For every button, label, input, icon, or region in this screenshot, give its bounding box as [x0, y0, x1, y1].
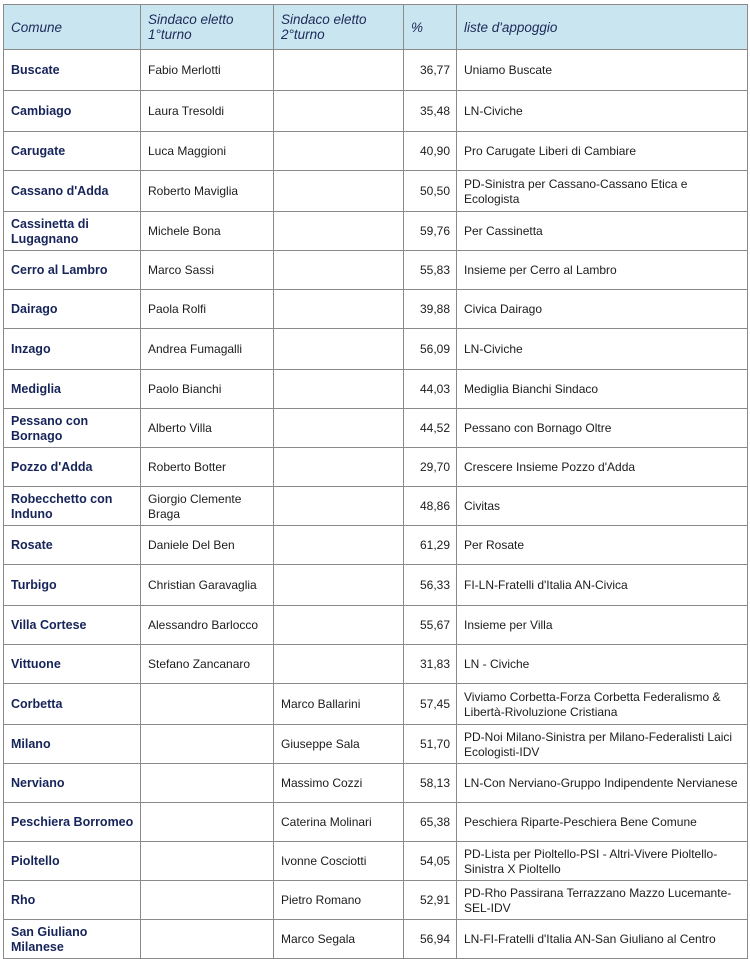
cell-liste-appoggio: Peschiera Riparte-Peschiera Bene Comune — [457, 803, 748, 842]
cell-sindaco-secondo-turno — [274, 212, 404, 251]
cell-percentuale: 52,91 — [404, 881, 457, 920]
cell-liste-appoggio: Per Cassinetta — [457, 212, 748, 251]
table-row — [4, 91, 748, 132]
table-body — [4, 50, 748, 959]
cell-comune: Carugate — [4, 132, 141, 171]
cell-sindaco-secondo-turno — [274, 487, 404, 526]
cell-liste-appoggio: Insieme per Cerro al Lambro — [457, 251, 748, 290]
cell-sindaco-secondo-turno — [274, 329, 404, 370]
header-comune: Comune — [4, 5, 141, 50]
cell-percentuale: 48,86 — [404, 487, 457, 526]
cell-liste-appoggio: Insieme per Villa — [457, 606, 748, 645]
cell-sindaco-primo-turno: Alberto Villa — [141, 409, 274, 448]
table-row — [4, 803, 748, 842]
table-row — [4, 842, 748, 881]
cell-liste-appoggio: FI-LN-Fratelli d'Italia AN-Civica — [457, 565, 748, 606]
cell-sindaco-secondo-turno: Ivonne Cosciotti — [274, 842, 404, 881]
cell-comune: San Giuliano Milanese — [4, 920, 141, 959]
cell-comune: Pessano con Bornago — [4, 409, 141, 448]
cell-comune: Pozzo d'Adda — [4, 448, 141, 487]
table-row — [4, 370, 748, 409]
cell-comune: Vittuone — [4, 645, 141, 684]
cell-comune: Peschiera Borromeo — [4, 803, 141, 842]
cell-percentuale: 58,13 — [404, 764, 457, 803]
cell-sindaco-secondo-turno — [274, 290, 404, 329]
cell-comune: Inzago — [4, 329, 141, 370]
cell-liste-appoggio: Mediglia Bianchi Sindaco — [457, 370, 748, 409]
cell-sindaco-secondo-turno: Massimo Cozzi — [274, 764, 404, 803]
cell-percentuale: 56,09 — [404, 329, 457, 370]
cell-percentuale: 57,45 — [404, 684, 457, 725]
cell-percentuale: 31,83 — [404, 645, 457, 684]
table-row — [4, 526, 748, 565]
cell-liste-appoggio: Crescere Insieme Pozzo d'Adda — [457, 448, 748, 487]
cell-liste-appoggio: LN - Civiche — [457, 645, 748, 684]
table-row — [4, 645, 748, 684]
table-row — [4, 50, 748, 91]
cell-comune: Pioltello — [4, 842, 141, 881]
cell-liste-appoggio: PD-Sinistra per Cassano-Cassano Etica e Ecologista — [457, 171, 748, 212]
cell-sindaco-secondo-turno — [274, 565, 404, 606]
table-row — [4, 881, 748, 920]
cell-sindaco-secondo-turno — [274, 409, 404, 448]
header-liste-appoggio: liste d'appoggio — [457, 5, 748, 50]
cell-liste-appoggio: Civitas — [457, 487, 748, 526]
cell-sindaco-secondo-turno: Pietro Romano — [274, 881, 404, 920]
table-row — [4, 171, 748, 212]
cell-comune: Robecchetto con Induno — [4, 487, 141, 526]
table-row — [4, 565, 748, 606]
cell-comune: Cassinetta di Lugagnano — [4, 212, 141, 251]
cell-percentuale: 29,70 — [404, 448, 457, 487]
cell-comune: Cassano d'Adda — [4, 171, 141, 212]
cell-comune: Rosate — [4, 526, 141, 565]
cell-sindaco-primo-turno: Stefano Zancanaro — [141, 645, 274, 684]
cell-sindaco-primo-turno: Luca Maggioni — [141, 132, 274, 171]
cell-liste-appoggio: Uniamo Buscate — [457, 50, 748, 91]
cell-comune: Mediglia — [4, 370, 141, 409]
cell-percentuale: 56,94 — [404, 920, 457, 959]
cell-sindaco-secondo-turno — [274, 251, 404, 290]
cell-sindaco-primo-turno: Roberto Maviglia — [141, 171, 274, 212]
table-row — [4, 329, 748, 370]
cell-liste-appoggio: Civica Dairago — [457, 290, 748, 329]
header-sindaco-primo-turno: Sindaco eletto 1°turno — [141, 5, 274, 50]
election-results-table — [3, 4, 748, 959]
table-row — [4, 409, 748, 448]
table-row — [4, 920, 748, 959]
table-row — [4, 725, 748, 764]
cell-comune: Corbetta — [4, 684, 141, 725]
cell-percentuale: 55,67 — [404, 606, 457, 645]
cell-sindaco-primo-turno: Paolo Bianchi — [141, 370, 274, 409]
table-row — [4, 251, 748, 290]
cell-sindaco-secondo-turno — [274, 370, 404, 409]
cell-sindaco-secondo-turno — [274, 91, 404, 132]
cell-sindaco-primo-turno: Fabio Merlotti — [141, 50, 274, 91]
cell-sindaco-primo-turno — [141, 684, 274, 725]
cell-comune: Cambiago — [4, 91, 141, 132]
cell-liste-appoggio: Pessano con Bornago Oltre — [457, 409, 748, 448]
cell-sindaco-secondo-turno: Caterina Molinari — [274, 803, 404, 842]
cell-liste-appoggio: LN-Civiche — [457, 91, 748, 132]
cell-percentuale: 36,77 — [404, 50, 457, 91]
cell-sindaco-secondo-turno: Marco Ballarini — [274, 684, 404, 725]
cell-percentuale: 50,50 — [404, 171, 457, 212]
cell-liste-appoggio: LN-Con Nerviano-Gruppo Indipendente Nervianese — [457, 764, 748, 803]
table-row — [4, 448, 748, 487]
cell-sindaco-primo-turno: Marco Sassi — [141, 251, 274, 290]
cell-percentuale: 59,76 — [404, 212, 457, 251]
cell-liste-appoggio: PD-Noi Milano-Sinistra per Milano-Federalisti Laici Ecologisti-IDV — [457, 725, 748, 764]
cell-sindaco-secondo-turno — [274, 171, 404, 212]
table-row — [4, 212, 748, 251]
table-row — [4, 606, 748, 645]
cell-sindaco-primo-turno — [141, 725, 274, 764]
cell-sindaco-secondo-turno — [274, 50, 404, 91]
cell-liste-appoggio: Pro Carugate Liberi di Cambiare — [457, 132, 748, 171]
header-row — [4, 5, 748, 50]
cell-sindaco-primo-turno: Laura Tresoldi — [141, 91, 274, 132]
cell-sindaco-primo-turno: Christian Garavaglia — [141, 565, 274, 606]
cell-comune: Villa Cortese — [4, 606, 141, 645]
cell-sindaco-primo-turno — [141, 803, 274, 842]
header-percentuale: % — [404, 5, 457, 50]
cell-sindaco-secondo-turno — [274, 448, 404, 487]
cell-sindaco-primo-turno — [141, 764, 274, 803]
cell-comune: Milano — [4, 725, 141, 764]
cell-percentuale: 54,05 — [404, 842, 457, 881]
cell-liste-appoggio: LN-FI-Fratelli d'Italia AN-San Giuliano al Centro — [457, 920, 748, 959]
cell-liste-appoggio: Per Rosate — [457, 526, 748, 565]
cell-sindaco-primo-turno: Andrea Fumagalli — [141, 329, 274, 370]
cell-percentuale: 39,88 — [404, 290, 457, 329]
cell-sindaco-primo-turno — [141, 842, 274, 881]
table-row — [4, 487, 748, 526]
cell-sindaco-secondo-turno: Giuseppe Sala — [274, 725, 404, 764]
cell-liste-appoggio: PD-Lista per Pioltello-PSI - Altri-Vivere Pioltello-Sinistra X Pioltello — [457, 842, 748, 881]
cell-percentuale: 51,70 — [404, 725, 457, 764]
table-row — [4, 764, 748, 803]
header-sindaco-secondo-turno: Sindaco eletto 2°turno — [274, 5, 404, 50]
cell-sindaco-secondo-turno — [274, 606, 404, 645]
table-row — [4, 684, 748, 725]
table-row — [4, 132, 748, 171]
cell-comune: Nerviano — [4, 764, 141, 803]
cell-percentuale: 56,33 — [404, 565, 457, 606]
cell-percentuale: 55,83 — [404, 251, 457, 290]
cell-liste-appoggio: Viviamo Corbetta-Forza Corbetta Federalismo & Libertà-Rivoluzione Cristiana — [457, 684, 748, 725]
cell-comune: Buscate — [4, 50, 141, 91]
cell-sindaco-primo-turno: Paola Rolfi — [141, 290, 274, 329]
cell-liste-appoggio: PD-Rho Passirana Terrazzano Mazzo Lucemante-SEL-IDV — [457, 881, 748, 920]
cell-comune: Dairago — [4, 290, 141, 329]
cell-sindaco-secondo-turno — [274, 526, 404, 565]
cell-percentuale: 61,29 — [404, 526, 457, 565]
cell-percentuale: 44,52 — [404, 409, 457, 448]
cell-percentuale: 65,38 — [404, 803, 457, 842]
cell-sindaco-primo-turno — [141, 920, 274, 959]
cell-sindaco-secondo-turno — [274, 645, 404, 684]
cell-liste-appoggio: LN-Civiche — [457, 329, 748, 370]
cell-comune: Rho — [4, 881, 141, 920]
cell-sindaco-primo-turno: Michele Bona — [141, 212, 274, 251]
cell-comune: Cerro al Lambro — [4, 251, 141, 290]
cell-percentuale: 35,48 — [404, 91, 457, 132]
cell-percentuale: 44,03 — [404, 370, 457, 409]
cell-sindaco-primo-turno — [141, 881, 274, 920]
table-header — [4, 5, 748, 50]
cell-sindaco-primo-turno: Daniele Del Ben — [141, 526, 274, 565]
cell-sindaco-secondo-turno: Marco Segala — [274, 920, 404, 959]
cell-sindaco-primo-turno: Alessandro Barlocco — [141, 606, 274, 645]
cell-comune: Turbigo — [4, 565, 141, 606]
cell-sindaco-secondo-turno — [274, 132, 404, 171]
cell-percentuale: 40,90 — [404, 132, 457, 171]
cell-sindaco-primo-turno: Roberto Botter — [141, 448, 274, 487]
cell-sindaco-primo-turno: Giorgio Clemente Braga — [141, 487, 274, 526]
table-row — [4, 290, 748, 329]
